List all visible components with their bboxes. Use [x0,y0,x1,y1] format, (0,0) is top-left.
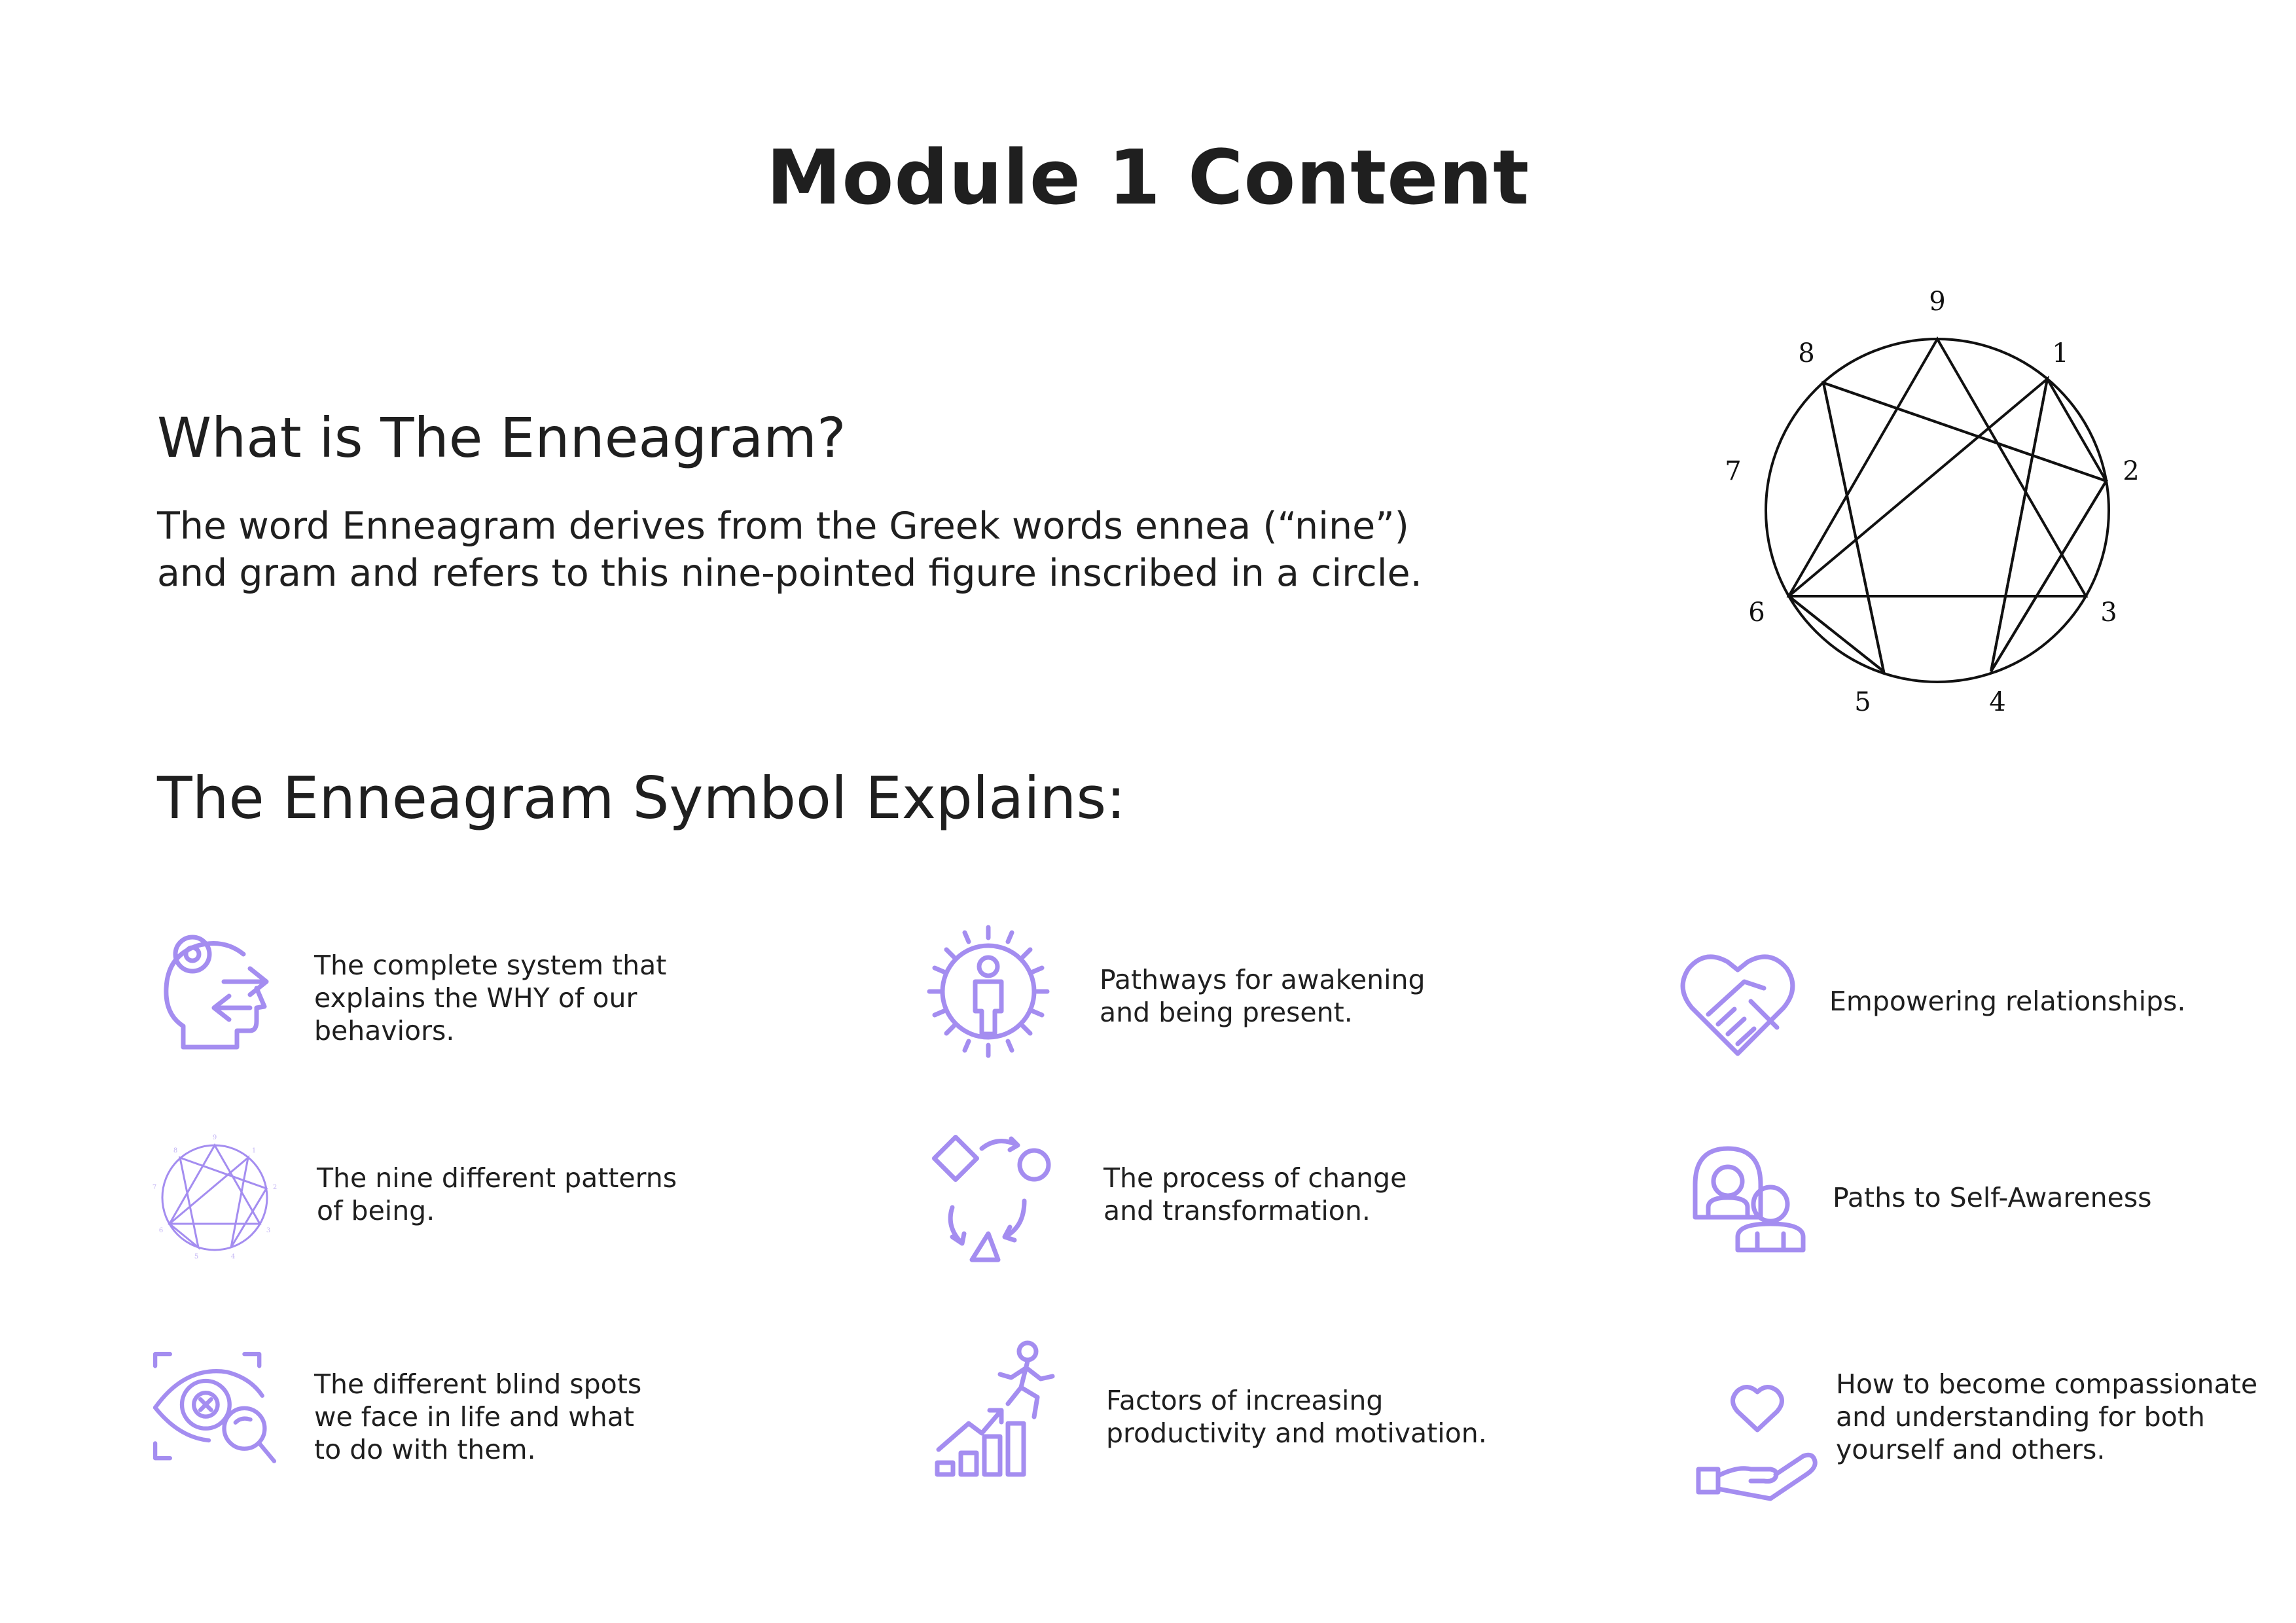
explains-item-text [1106,1384,1487,1450]
item-line: Pathways for awakening [1100,964,1426,995]
item-line: and being present. [1100,997,1353,1028]
svg-text:5: 5 [194,1253,199,1260]
item-line: explains the WHY of our [314,982,637,1014]
enneagram-label: 4 [1989,687,2006,717]
enneagram-label: 1 [2052,338,2069,368]
enneagram-hexad-b [1789,379,2106,671]
explains-item-text [1833,1181,2152,1214]
item-line: yourself and others. [1836,1434,2106,1465]
svg-text:4: 4 [230,1253,236,1260]
enneagram-hexad [1789,379,2106,671]
enneagram-label: 3 [2100,597,2117,628]
blind-spot-icon [149,1342,280,1486]
change-cycle-icon [926,1129,1057,1273]
svg-text:9: 9 [212,1134,217,1141]
enneagram-label: 5 [1854,687,1871,717]
enneagram-label: 8 [1798,338,1815,368]
heart-handshake-icon [1672,929,1803,1073]
svg-text:2: 2 [272,1184,278,1191]
svg-text:6: 6 [158,1227,164,1234]
productivity-icon [929,1338,1060,1482]
explains-item-text [1103,1162,1407,1227]
explains-item-text [1829,985,2185,1018]
item-line: The complete system that [314,950,667,981]
item-line: to do with them. [314,1434,536,1465]
intro-line: The word Enneagram derives from the Greek words ennea (“nine”) [157,505,1409,548]
self-awareness-icon [1685,1139,1816,1283]
radiant-person-icon [923,919,1054,1063]
explains-item-text [1836,1368,2257,1466]
item-line: behaviors. [314,1015,455,1046]
enneagram-icon [149,1129,280,1273]
item-line: Empowering relationships. [1829,986,2186,1017]
svg-text:8: 8 [173,1147,178,1154]
enneagram-circle [1766,339,2109,682]
intro-paragraph [157,503,1422,597]
enneagram-hexad-c [2047,379,2106,481]
explains-item-text [314,1368,641,1466]
svg-text:3: 3 [266,1227,271,1234]
enneagram-label: 6 [1748,597,1765,628]
item-line: The nine different patterns [317,1162,677,1194]
enneagram-label: 9 [1929,287,1946,317]
svg-text:1: 1 [251,1147,257,1154]
head-gear-icon [152,916,283,1060]
intro-line: and gram and refers to this nine-pointed figure inscribed in a circle. [157,552,1422,595]
enneagram-label: 2 [2123,456,2140,486]
section-heading-explains: The Enneagram Symbol Explains: [157,764,1126,832]
enneagram-figure [1702,281,2160,740]
explains-item-text [1100,963,1425,1029]
enneagram-label: 7 [1725,456,1742,486]
explains-item-text [314,949,666,1047]
item-line: Factors of increasing [1106,1385,1384,1416]
item-line: we face in life and what [314,1401,634,1433]
compassion-icon [1692,1364,1823,1508]
svg-text:7: 7 [152,1184,157,1191]
item-line: of being. [317,1195,435,1226]
page-title: Module 1 Content [766,134,1530,222]
item-line: and transformation. [1103,1195,1371,1226]
item-line: The process of change [1103,1162,1407,1194]
item-line: How to become compassionate [1836,1368,2258,1400]
item-line: Paths to Self-Awareness [1833,1182,2152,1213]
item-line: and understanding for both [1836,1401,2205,1433]
item-line: productivity and motivation. [1106,1418,1487,1449]
section-heading-what-is: What is The Enneagram? [157,406,846,470]
item-line: The different blind spots [314,1368,642,1400]
explains-item-text [317,1162,677,1227]
